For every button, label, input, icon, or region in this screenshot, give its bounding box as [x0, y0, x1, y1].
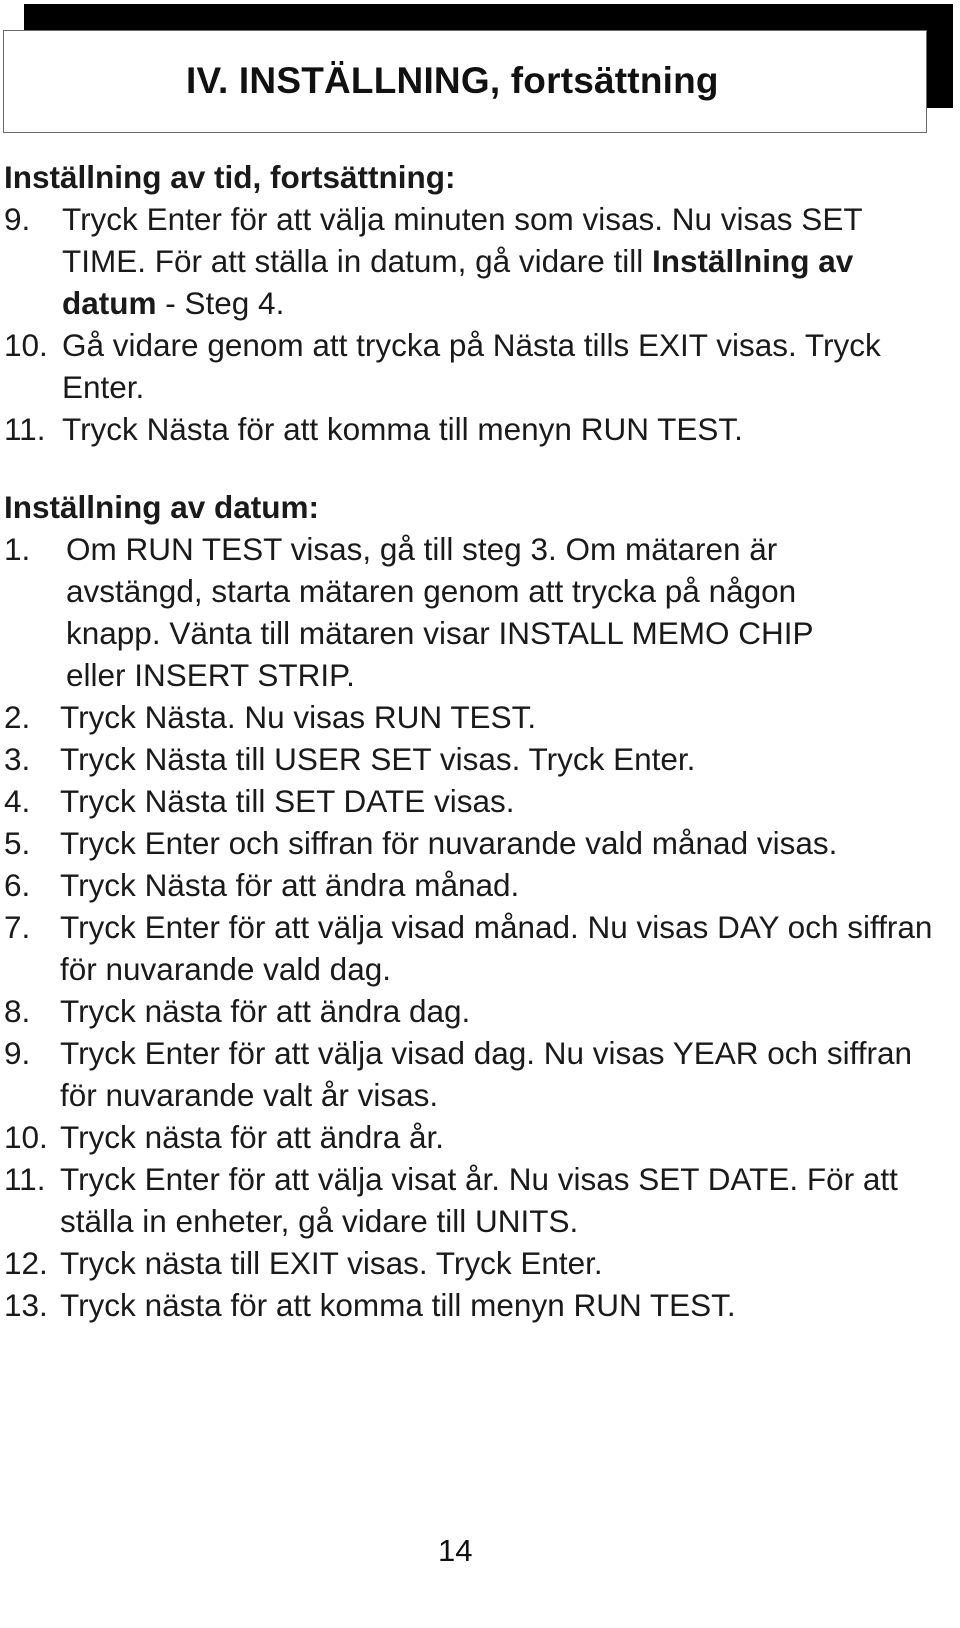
step-text-part: Tryck Nästa till SET DATE visas. [60, 783, 515, 819]
list-item [4, 696, 954, 738]
step-text [62, 198, 902, 324]
step-text-part: Tryck Enter för att välja minuten som visas. Nu visas SET TIME. För att ställa in datum, gå vidare till [62, 201, 863, 279]
list-item [4, 1242, 954, 1284]
step-text [60, 864, 946, 906]
step-number: 11. [4, 1161, 46, 1197]
step-text-part: Tryck nästa för att ändra år. [60, 1119, 444, 1155]
step-text-part: Tryck Nästa. Nu visas RUN TEST. [60, 699, 537, 735]
step-number: 9. [4, 1035, 31, 1071]
step-number: 8. [4, 993, 31, 1029]
list-item [4, 1284, 954, 1326]
step-text [60, 1032, 946, 1116]
step-text-part: Tryck nästa för att komma till menyn RUN TEST. [60, 1287, 736, 1323]
list-item [4, 864, 954, 906]
step-text-part: Tryck Enter och siffran för nuvarande vald månad visas. [60, 825, 838, 861]
section-time-setting [4, 156, 954, 450]
step-text [62, 324, 942, 408]
step-number: 6. [4, 867, 31, 903]
step-text-part: Tryck nästa till EXIT visas. Tryck Enter. [60, 1245, 603, 1281]
step-number: 11. [4, 411, 46, 447]
page-content [4, 156, 954, 1326]
list-item [4, 408, 954, 450]
list-item [4, 324, 954, 408]
step-number: 7. [4, 909, 31, 945]
step-text-part: Tryck Nästa för att ändra månad. [60, 867, 520, 903]
step-text [60, 1242, 946, 1284]
list-item [4, 822, 954, 864]
page-number: 14 [438, 1533, 473, 1568]
step-text [60, 1284, 946, 1326]
list-item [4, 906, 954, 990]
step-number: 2. [4, 699, 31, 735]
list-item [4, 780, 954, 822]
step-number: 12. [4, 1245, 48, 1281]
step-text-part: Om RUN TEST visas, gå till steg 3. Om mätaren är avstängd, starta mätaren genom att trycka på någon knapp. Vänta till mätaren visar INSTALL MEMO CHIP eller INSERT STRIP. [66, 531, 813, 693]
list-item [4, 1116, 954, 1158]
step-text-part: Gå vidare genom att trycka på Nästa tills EXIT visas. Tryck Enter. [62, 327, 881, 405]
section-heading: Inställning av tid, fortsättning: [4, 159, 456, 195]
list-item [4, 1158, 954, 1242]
step-text-part: Tryck Nästa för att komma till menyn RUN TEST. [62, 411, 743, 447]
step-text [60, 822, 946, 864]
step-text-part: Tryck nästa för att ändra dag. [60, 993, 471, 1029]
step-text [60, 696, 946, 738]
list-item [4, 990, 954, 1032]
list-item [4, 198, 954, 324]
step-number: 9. [4, 201, 31, 237]
step-text [60, 780, 946, 822]
step-text-part: Tryck Enter för att välja visad månad. Nu visas DAY och siffran för nuvarande vald dag. [60, 909, 933, 987]
step-text [60, 906, 946, 990]
list-item [4, 528, 954, 696]
step-text [62, 408, 942, 450]
step-text-bold: Inställning av datum [62, 243, 854, 321]
step-number: 1. [4, 531, 31, 567]
page-title: IV. INSTÄLLNING, fortsättning [186, 60, 719, 101]
step-text [60, 528, 866, 696]
step-number: 10. [4, 327, 48, 363]
step-text-part: Tryck Nästa till USER SET visas. Tryck Enter. [60, 741, 696, 777]
step-text-part: Tryck Enter för att välja visad dag. Nu visas YEAR och siffran för nuvarande valt år visas. [60, 1035, 913, 1113]
step-text-part: Tryck Enter för att välja visat år. Nu visas SET DATE. För att ställa in enheter, gå vidare till UNITS. [60, 1161, 898, 1239]
step-text [60, 990, 946, 1032]
step-text [60, 1116, 946, 1158]
step-text [60, 1158, 946, 1242]
section-heading: Inställning av datum: [4, 489, 320, 525]
step-number: 13. [4, 1287, 48, 1323]
step-number: 3. [4, 741, 31, 777]
list-item [4, 1032, 954, 1116]
list-item [4, 738, 954, 780]
section-date-setting [4, 486, 954, 1326]
step-text [60, 738, 946, 780]
step-number: 5. [4, 825, 31, 861]
step-list [4, 198, 954, 450]
step-list [4, 528, 954, 1326]
step-number: 4. [4, 783, 31, 819]
step-number: 10. [4, 1119, 48, 1155]
step-text-part: - Steg 4. [156, 285, 285, 321]
